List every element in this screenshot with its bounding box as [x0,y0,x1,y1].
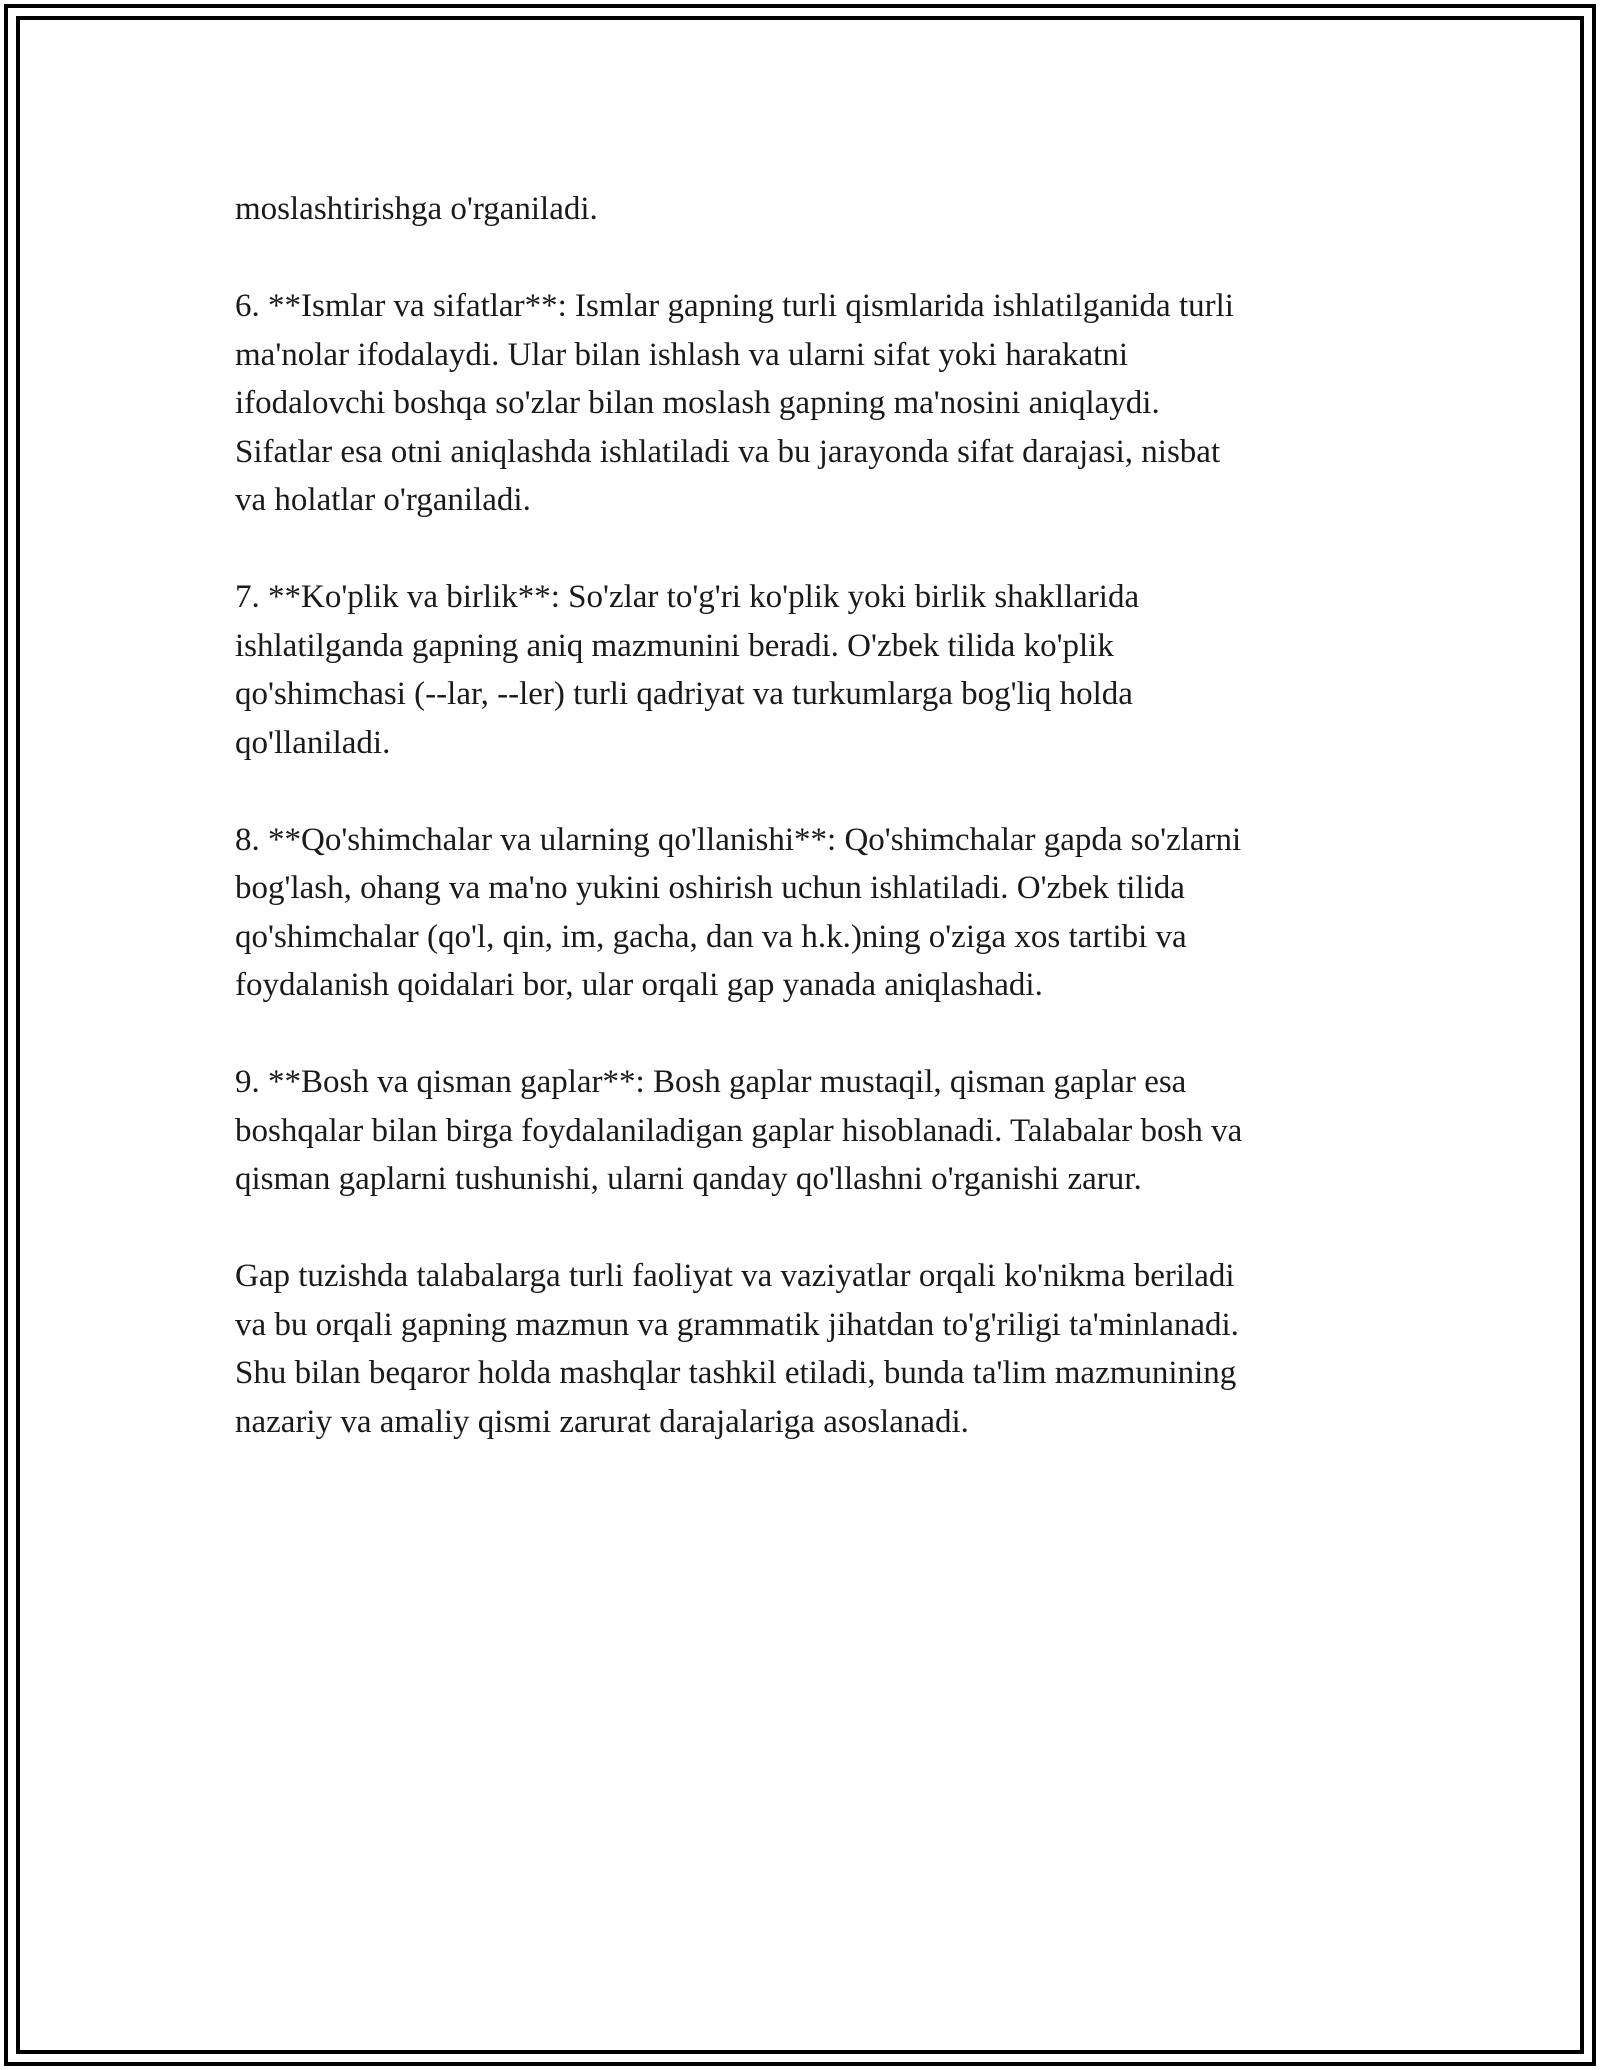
paragraph-item-6: 6. **Ismlar va sifatlar**: Ismlar gapning turli qismlarida ishlatilganida turli ma'nolar ifodalaydi. Ular bilan ishlash va ularni sifat yoki harakatni ifodalovchi boshqa so'zlar bilan moslash gapning ma'nosini aniqlaydi. Sifatlar esa otni aniqlashda ishlatiladi va bu jarayonda sifat darajasi, nisbat va holatlar o'rganiladi. [235,288,1234,518]
paragraph-item-7: 7. **Ko'plik va birlik**: So'zlar to'g'ri ko'plik yoki birlik shakllarida ishlatilganda gapning aniq mazmunini beradi. O'zbek tilida ko'plik qo'shimchasi (--lar, --ler) turli qadriyat va turkumlarga bog'liq holda qo'llaniladi. [235,579,1140,761]
paragraph-continuation: moslashtirishga o'rganiladi. [235,191,598,227]
document-body [235,185,1375,1495]
paragraph-conclusion: Gap tuzishda talabalarga turli faoliyat va vaziyatlar orqali ko'nikma beriladi va bu orqali gapning mazmun va grammatik jihatdan to'g'riligi ta'minlanadi. Shu bilan beqaror holda mashqlar tashkil etiladi, bunda ta'lim mazmunining nazariy va amaliy qismi zarurat darajalariga asoslanadi. [235,1258,1239,1440]
paragraph-item-8: 8. **Qo'shimchalar va ularning qo'llanishi**: Qo'shimchalar gapda so'zlarni bog'lash, ohang va ma'no yukini oshirish uchun ishlatiladi. O'zbek tilida qo'shimchalar (qo'l, qin, im, gacha, dan va h.k.)ning o'ziga xos tartibi va foydalanish qoidalari bor, ular orqali gap yanada aniqlashadi. [235,821,1242,1003]
paragraph-item-9: 9. **Bosh va qisman gaplar**: Bosh gaplar mustaqil, qisman gaplar esa boshqalar bilan birga foydalaniladigan gaplar hisoblanadi. Talabalar bosh va qisman gaplarni tushunishi, ularni qanday qo'llashni o'rganishi zarur. [235,1064,1243,1197]
